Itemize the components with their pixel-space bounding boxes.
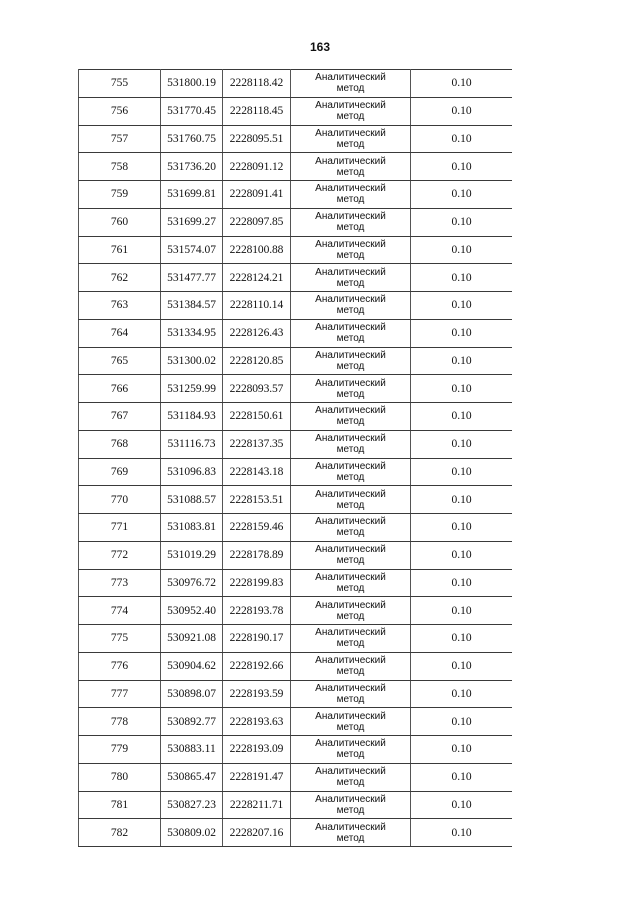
accuracy-cell: 0.10 <box>411 181 513 209</box>
x-coordinate-cell: 531760.75 <box>161 125 223 153</box>
table-row <box>79 597 513 625</box>
accuracy-cell: 0.10 <box>411 819 513 847</box>
point-number-cell: 762 <box>79 264 161 292</box>
y-coordinate-cell: 2228093.57 <box>223 375 291 403</box>
point-number-cell: 767 <box>79 403 161 431</box>
x-coordinate-cell: 531384.57 <box>161 292 223 320</box>
y-coordinate-cell: 2228159.46 <box>223 514 291 542</box>
point-number-cell: 757 <box>79 125 161 153</box>
y-coordinate-cell: 2228193.09 <box>223 736 291 764</box>
point-number-cell: 755 <box>79 70 161 98</box>
method-line-2: метод <box>336 749 365 761</box>
table-row <box>79 652 513 680</box>
method-cell <box>291 347 411 375</box>
point-number-cell: 778 <box>79 708 161 736</box>
method-cell <box>291 763 411 791</box>
y-coordinate-cell: 2228118.42 <box>223 70 291 98</box>
method-line-2: метод <box>336 721 365 733</box>
method-cell <box>291 458 411 486</box>
method-line-1: Аналитический <box>315 682 386 694</box>
point-number-cell: 763 <box>79 292 161 320</box>
method-line-2: метод <box>336 166 365 178</box>
method-cell <box>291 819 411 847</box>
method-line-2: метод <box>336 360 365 372</box>
y-coordinate-cell: 2228091.12 <box>223 153 291 181</box>
method-line-1: Аналитический <box>315 349 386 361</box>
method-line-2: метод <box>336 693 365 705</box>
y-coordinate-cell: 2228124.21 <box>223 264 291 292</box>
y-coordinate-cell: 2228120.85 <box>223 347 291 375</box>
x-coordinate-cell: 531116.73 <box>161 430 223 458</box>
point-number-cell: 761 <box>79 236 161 264</box>
method-line-1: Аналитический <box>315 183 386 195</box>
method-cell <box>291 208 411 236</box>
method-line-1: Аналитический <box>315 655 386 667</box>
point-number-cell: 779 <box>79 736 161 764</box>
table-row <box>79 208 513 236</box>
x-coordinate-cell: 531770.45 <box>161 97 223 125</box>
x-coordinate-cell: 531300.02 <box>161 347 223 375</box>
method-cell <box>291 375 411 403</box>
accuracy-cell: 0.10 <box>411 153 513 181</box>
accuracy-cell: 0.10 <box>411 680 513 708</box>
method-line-1: Аналитический <box>315 238 386 250</box>
table-row <box>79 97 513 125</box>
method-line-1: Аналитический <box>315 571 386 583</box>
x-coordinate-cell: 531699.27 <box>161 208 223 236</box>
x-coordinate-cell: 531800.19 <box>161 70 223 98</box>
point-number-cell: 774 <box>79 597 161 625</box>
method-cell <box>291 292 411 320</box>
method-line-2: метод <box>336 277 365 289</box>
accuracy-cell: 0.10 <box>411 708 513 736</box>
table-row <box>79 430 513 458</box>
table-row <box>79 541 513 569</box>
accuracy-cell: 0.10 <box>411 430 513 458</box>
table-row <box>79 763 513 791</box>
method-line-1: Аналитический <box>315 516 386 528</box>
method-line-1: Аналитический <box>315 155 386 167</box>
method-line-2: метод <box>336 194 365 206</box>
accuracy-cell: 0.10 <box>411 319 513 347</box>
table-row <box>79 708 513 736</box>
method-line-1: Аналитический <box>315 544 386 556</box>
method-line-2: метод <box>336 222 365 234</box>
x-coordinate-cell: 530904.62 <box>161 652 223 680</box>
point-number-cell: 758 <box>79 153 161 181</box>
accuracy-cell: 0.10 <box>411 514 513 542</box>
y-coordinate-cell: 2228178.89 <box>223 541 291 569</box>
y-coordinate-cell: 2228150.61 <box>223 403 291 431</box>
method-cell <box>291 181 411 209</box>
x-coordinate-cell: 531088.57 <box>161 486 223 514</box>
x-coordinate-cell: 531184.93 <box>161 403 223 431</box>
y-coordinate-cell: 2228137.35 <box>223 430 291 458</box>
accuracy-cell: 0.10 <box>411 264 513 292</box>
y-coordinate-cell: 2228193.63 <box>223 708 291 736</box>
x-coordinate-cell: 531736.20 <box>161 153 223 181</box>
method-line-1: Аналитический <box>315 460 386 472</box>
method-cell <box>291 430 411 458</box>
coordinates-table-body <box>79 70 513 847</box>
method-cell <box>291 652 411 680</box>
method-line-1: Аналитический <box>315 599 386 611</box>
x-coordinate-cell: 531574.07 <box>161 236 223 264</box>
method-line-2: метод <box>336 249 365 261</box>
method-line-1: Аналитический <box>315 821 386 833</box>
method-cell <box>291 486 411 514</box>
method-cell <box>291 70 411 98</box>
y-coordinate-cell: 2228211.71 <box>223 791 291 819</box>
point-number-cell: 775 <box>79 625 161 653</box>
y-coordinate-cell: 2228190.17 <box>223 625 291 653</box>
accuracy-cell: 0.10 <box>411 70 513 98</box>
coordinates-table <box>78 69 512 847</box>
method-line-1: Аналитический <box>315 793 386 805</box>
point-number-cell: 769 <box>79 458 161 486</box>
x-coordinate-cell: 530921.08 <box>161 625 223 653</box>
table-row <box>79 153 513 181</box>
method-cell <box>291 791 411 819</box>
accuracy-cell: 0.10 <box>411 541 513 569</box>
point-number-cell: 780 <box>79 763 161 791</box>
x-coordinate-cell: 531699.81 <box>161 181 223 209</box>
accuracy-cell: 0.10 <box>411 625 513 653</box>
table-row <box>79 292 513 320</box>
method-line-2: метод <box>336 333 365 345</box>
accuracy-cell: 0.10 <box>411 403 513 431</box>
y-coordinate-cell: 2228207.16 <box>223 819 291 847</box>
method-line-2: метод <box>336 111 365 123</box>
method-line-1: Аналитический <box>315 488 386 500</box>
point-number-cell: 760 <box>79 208 161 236</box>
method-cell <box>291 125 411 153</box>
method-line-2: метод <box>336 666 365 678</box>
method-line-2: метод <box>336 388 365 400</box>
method-line-2: метод <box>336 582 365 594</box>
accuracy-cell: 0.10 <box>411 736 513 764</box>
method-line-1: Аналитический <box>315 766 386 778</box>
table-row <box>79 514 513 542</box>
method-cell <box>291 541 411 569</box>
method-line-1: Аналитический <box>315 433 386 445</box>
method-line-2: метод <box>336 777 365 789</box>
method-line-1: Аналитический <box>315 738 386 750</box>
method-line-1: Аналитический <box>315 266 386 278</box>
accuracy-cell: 0.10 <box>411 791 513 819</box>
method-cell <box>291 319 411 347</box>
table-row <box>79 791 513 819</box>
method-line-2: метод <box>336 499 365 511</box>
method-line-2: метод <box>336 804 365 816</box>
method-line-1: Аналитический <box>315 710 386 722</box>
method-cell <box>291 97 411 125</box>
y-coordinate-cell: 2228118.45 <box>223 97 291 125</box>
accuracy-cell: 0.10 <box>411 208 513 236</box>
accuracy-cell: 0.10 <box>411 236 513 264</box>
x-coordinate-cell: 530898.07 <box>161 680 223 708</box>
method-cell <box>291 597 411 625</box>
method-cell <box>291 708 411 736</box>
method-line-2: метод <box>336 83 365 95</box>
y-coordinate-cell: 2228191.47 <box>223 763 291 791</box>
x-coordinate-cell: 530976.72 <box>161 569 223 597</box>
point-number-cell: 766 <box>79 375 161 403</box>
table-row <box>79 264 513 292</box>
accuracy-cell: 0.10 <box>411 486 513 514</box>
table-row <box>79 236 513 264</box>
x-coordinate-cell: 530865.47 <box>161 763 223 791</box>
point-number-cell: 781 <box>79 791 161 819</box>
method-cell <box>291 514 411 542</box>
table-row <box>79 70 513 98</box>
method-line-1: Аналитический <box>315 322 386 334</box>
table-row <box>79 486 513 514</box>
table-row <box>79 569 513 597</box>
table-row <box>79 819 513 847</box>
point-number-cell: 782 <box>79 819 161 847</box>
page-number: 163 <box>309 40 331 54</box>
method-cell <box>291 153 411 181</box>
point-number-cell: 773 <box>79 569 161 597</box>
method-cell <box>291 569 411 597</box>
accuracy-cell: 0.10 <box>411 458 513 486</box>
y-coordinate-cell: 2228097.85 <box>223 208 291 236</box>
table-row <box>79 347 513 375</box>
method-line-2: метод <box>336 471 365 483</box>
method-line-2: метод <box>336 416 365 428</box>
method-line-1: Аналитический <box>315 127 386 139</box>
x-coordinate-cell: 531334.95 <box>161 319 223 347</box>
x-coordinate-cell: 530809.02 <box>161 819 223 847</box>
method-cell <box>291 736 411 764</box>
x-coordinate-cell: 531259.99 <box>161 375 223 403</box>
point-number-cell: 764 <box>79 319 161 347</box>
y-coordinate-cell: 2228095.51 <box>223 125 291 153</box>
x-coordinate-cell: 530883.11 <box>161 736 223 764</box>
x-coordinate-cell: 531096.83 <box>161 458 223 486</box>
y-coordinate-cell: 2228192.66 <box>223 652 291 680</box>
x-coordinate-cell: 531477.77 <box>161 264 223 292</box>
method-line-2: метод <box>336 305 365 317</box>
method-line-2: метод <box>336 638 365 650</box>
method-cell <box>291 236 411 264</box>
accuracy-cell: 0.10 <box>411 569 513 597</box>
method-line-1: Аналитический <box>315 211 386 223</box>
y-coordinate-cell: 2228153.51 <box>223 486 291 514</box>
table-row <box>79 736 513 764</box>
point-number-cell: 772 <box>79 541 161 569</box>
method-line-1: Аналитический <box>315 294 386 306</box>
table-row <box>79 680 513 708</box>
y-coordinate-cell: 2228199.83 <box>223 569 291 597</box>
accuracy-cell: 0.10 <box>411 375 513 403</box>
y-coordinate-cell: 2228143.18 <box>223 458 291 486</box>
y-coordinate-cell: 2228193.78 <box>223 597 291 625</box>
method-line-1: Аналитический <box>315 72 386 84</box>
method-cell <box>291 403 411 431</box>
x-coordinate-cell: 531083.81 <box>161 514 223 542</box>
table-row <box>79 181 513 209</box>
method-line-2: метод <box>336 555 365 567</box>
accuracy-cell: 0.10 <box>411 125 513 153</box>
y-coordinate-cell: 2228091.41 <box>223 181 291 209</box>
x-coordinate-cell: 530952.40 <box>161 597 223 625</box>
x-coordinate-cell: 530892.77 <box>161 708 223 736</box>
method-line-2: метод <box>336 527 365 539</box>
point-number-cell: 776 <box>79 652 161 680</box>
table-row <box>79 319 513 347</box>
table-row <box>79 125 513 153</box>
method-line-2: метод <box>336 610 365 622</box>
y-coordinate-cell: 2228110.14 <box>223 292 291 320</box>
point-number-cell: 756 <box>79 97 161 125</box>
method-cell <box>291 680 411 708</box>
table-row <box>79 458 513 486</box>
accuracy-cell: 0.10 <box>411 292 513 320</box>
x-coordinate-cell: 531019.29 <box>161 541 223 569</box>
accuracy-cell: 0.10 <box>411 97 513 125</box>
point-number-cell: 759 <box>79 181 161 209</box>
method-cell <box>291 264 411 292</box>
table-row <box>79 403 513 431</box>
method-line-1: Аналитический <box>315 627 386 639</box>
method-line-2: метод <box>336 832 365 844</box>
accuracy-cell: 0.10 <box>411 652 513 680</box>
method-line-1: Аналитический <box>315 377 386 389</box>
accuracy-cell: 0.10 <box>411 347 513 375</box>
accuracy-cell: 0.10 <box>411 763 513 791</box>
method-line-1: Аналитический <box>315 100 386 112</box>
y-coordinate-cell: 2228193.59 <box>223 680 291 708</box>
table-row <box>79 375 513 403</box>
accuracy-cell: 0.10 <box>411 597 513 625</box>
y-coordinate-cell: 2228100.88 <box>223 236 291 264</box>
point-number-cell: 768 <box>79 430 161 458</box>
point-number-cell: 765 <box>79 347 161 375</box>
y-coordinate-cell: 2228126.43 <box>223 319 291 347</box>
point-number-cell: 777 <box>79 680 161 708</box>
point-number-cell: 771 <box>79 514 161 542</box>
method-line-2: метод <box>336 444 365 456</box>
point-number-cell: 770 <box>79 486 161 514</box>
method-line-2: метод <box>336 138 365 150</box>
method-cell <box>291 625 411 653</box>
method-line-1: Аналитический <box>315 405 386 417</box>
x-coordinate-cell: 530827.23 <box>161 791 223 819</box>
table-row <box>79 625 513 653</box>
